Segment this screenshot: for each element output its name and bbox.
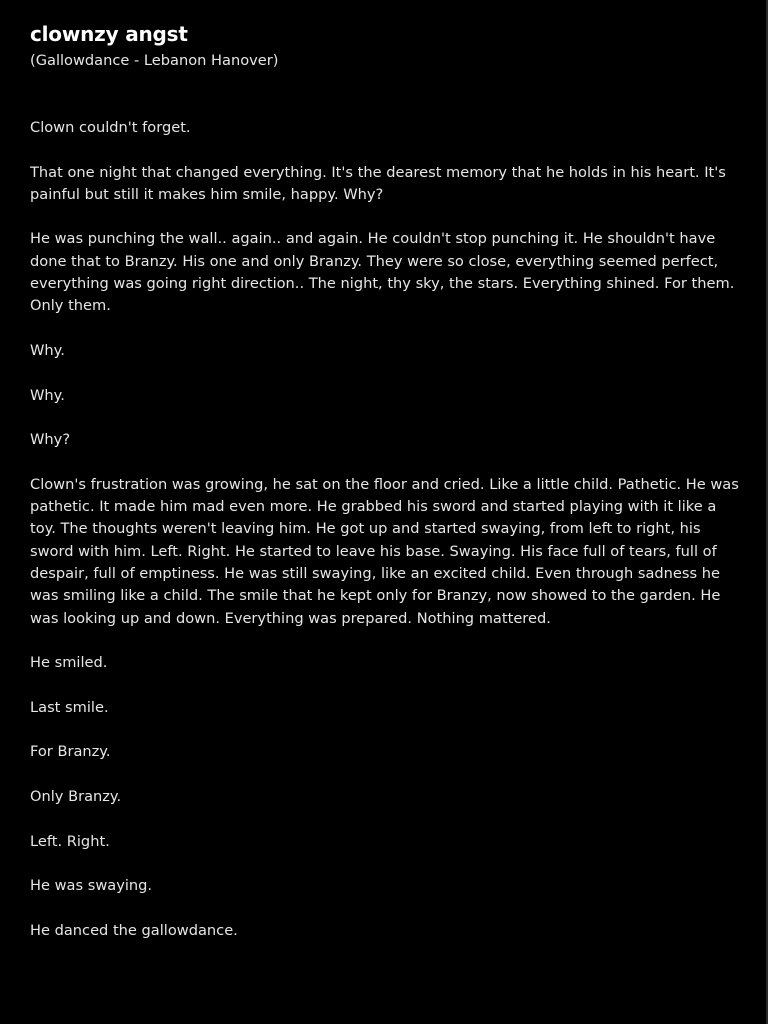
note-title: clownzy angst	[30, 22, 188, 46]
note-paragraph: He danced the gallowdance.	[30, 921, 238, 939]
note-view[interactable]	[30, 18, 742, 964]
note-paragraph: He was punching the wall.. again.. and again. He couldn't stop punching it. He shouldn't have done that to Branzy. His one and only Branzy. They were so close, everything seemed perfect, everything was going right direction.. The night, thy sky, the stars. Everything shined. For them. Only them.	[30, 230, 735, 315]
note-paragraph: That one night that changed everything. It's the dearest memory that he holds in his heart. It's painful but still it makes him smile, happy. Why?	[30, 163, 726, 203]
note-paragraph: He smiled.	[30, 654, 108, 672]
note-body[interactable]	[30, 117, 742, 942]
note-paragraph: Clown couldn't forget.	[30, 119, 191, 136]
note-subtitle: (Gallowdance - Lebanon Hanover)	[30, 52, 279, 69]
note-paragraph: He was swaying.	[30, 877, 153, 895]
note-paragraph: Clown's frustration was growing, he sat on the floor and cried. Like a little child. Pathetic. He was pathetic. It made him mad even more. He grabbed his sword and started playing with it like a toy. The thoughts weren't leaving him. He got up and started swaying, from left to right, his sword with him. Left. Right. He started to leave his base. Swaying. His face full of tears, full of despair, full of emptiness. He was still swaying, like an excited child. Even through sadness he was smiling like a child. The smile that he kept only for Branzy, now showed to the garden. He was looking up and down. Everything was prepared. Nothing mattered.	[30, 475, 739, 627]
note-paragraph: Last smile.	[30, 698, 109, 716]
note-paragraph: Why?	[30, 431, 71, 449]
note-paragraph: Left. Right.	[30, 832, 110, 850]
note-paragraph: For Branzy.	[30, 743, 111, 761]
note-paragraph: Only Branzy.	[30, 787, 122, 805]
note-paragraph: Why.	[30, 341, 65, 359]
note-paragraph: Why.	[30, 386, 65, 404]
